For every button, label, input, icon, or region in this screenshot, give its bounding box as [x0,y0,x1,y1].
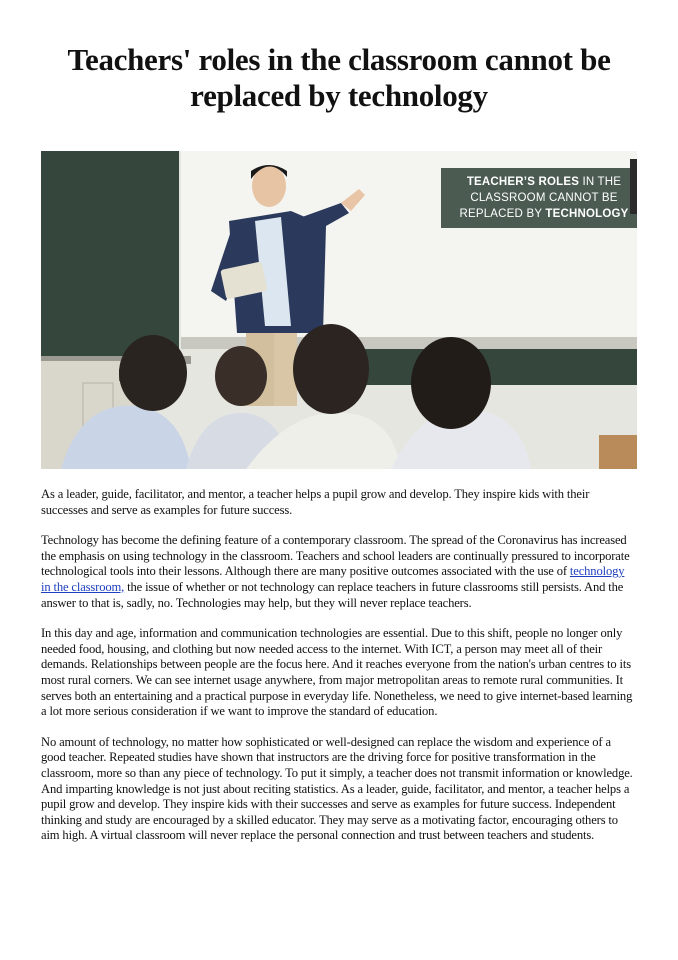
paragraph-4: No amount of technology, no matter how sophisticated or well-designed can replace the wisdom and experience of a good teacher. Repeated studies have shown that instructors are the driving force for positive transformation in the classroom, more so than any piece of technology. To put it simply, a teacher does not transmit information or knowledge. And imparting knowledge is not just about reciting statistics. As a leader, guide, facilitator, and mentor, a teacher helps a pupil grow and develop. They inspire kids with their successes and serve as examples for future success. Independent thinking and study are encouraged by a skilled educator. They may serve as a motivating factor, encouraging others to aim high. A virtual classroom will never replace the personal connection and trust between teachers and students. [41,734,633,843]
hero-banner [441,168,637,228]
banner-text: IN THE CLASSROOM CANNOT BE REPLACED BY [459,176,622,220]
banner-bold-text: TEACHER’S ROLES [466,176,580,188]
paragraph-3: In this day and age, information and communication technologies are essential. Due to this shift, people no longer only needed food, housing, and clothing but now needed access to the internet. With ICT, a person may meet all of their demands. Relationships between people are the focus here. And it reaches everyone from the nation's urban centres to its most rural corners. We can see internet usage anywhere, from major metropolitan areas to remote rural communities. It serves both an entertaining and a practical purpose in everyday life. Nonetheless, we need to give internet-based learning a lot more serious consideration if we want to improve the standard of education. [41,626,633,719]
technology-link[interactable]: technology in the classroom, [41,564,625,594]
chalkboard-left [41,151,179,361]
page-title: Teachers' roles in the classroom cannot be replaced by technology [67,42,611,113]
paragraph-2: Technology has become the defining feature of a contemporary classroom. The spread of the Coronavirus has increased the emphasis on using technology in the classroom. Teachers and school leaders are continually pressured to incorporate technological tools into their lessons. Although there are many positive outcomes associated with the use of technology in the classroom, the issue of whether or not technology can replace teachers in future classrooms still persists. And the answer to that is, sadly, no. Technologies may help, but they will never replace teachers. [41,533,630,610]
hero-photo [41,151,637,469]
article-body [41,487,635,859]
paragraph-1: As a leader, guide, facilitator, and mentor, a teacher helps a pupil grow and develop. They inspire kids with their successes and serve as examples for future success. [41,487,590,517]
banner-bold-text-2: TECHNOLOGY [545,208,629,220]
banner-accent-bar [630,159,637,214]
